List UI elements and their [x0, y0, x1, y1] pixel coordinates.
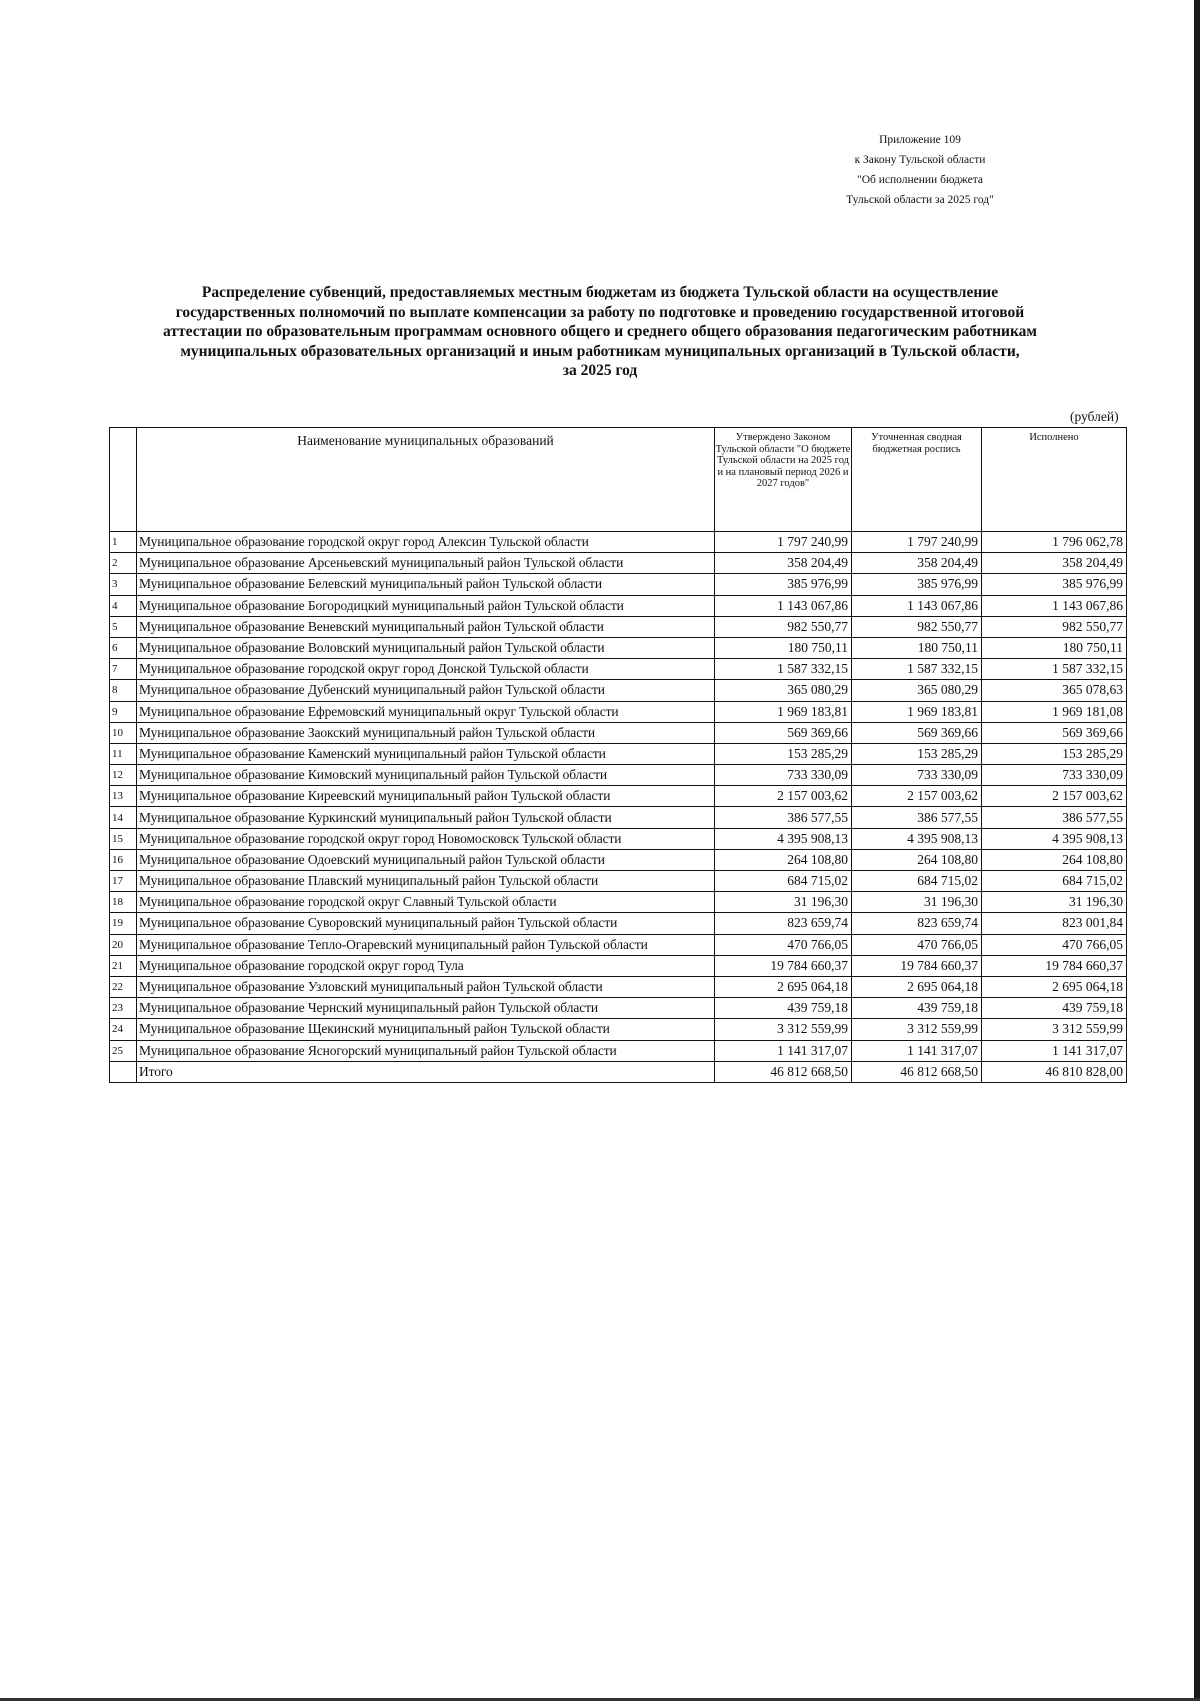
table-row — [110, 595, 1127, 616]
table-row — [110, 659, 1127, 680]
executed-amount: 1 143 067,86 — [982, 595, 1127, 616]
municipality-name: Муниципальное образование городской округ Славный Тульской области — [137, 892, 715, 913]
approved-amount: 4 395 908,13 — [715, 828, 852, 849]
approved-amount: 358 204,49 — [715, 553, 852, 574]
municipality-name: Муниципальное образование городской округ город Новомосковск Тульской области — [137, 828, 715, 849]
title-line: за 2025 год — [562, 362, 638, 380]
title-line: Распределение субвенций, предоставляемых местным бюджетам из бюджета Тульской области на осуществление — [201, 284, 999, 301]
table-row — [110, 574, 1127, 595]
row-number: 16 — [110, 849, 137, 870]
municipality-name: Муниципальное образование городской округ город Алексин Тульской области — [137, 532, 715, 553]
row-number: 3 — [110, 574, 137, 595]
approved-amount: 386 577,55 — [715, 807, 852, 828]
row-number: 17 — [110, 871, 137, 892]
row-number: 6 — [110, 637, 137, 658]
row-number: 11 — [110, 743, 137, 764]
row-number: 7 — [110, 659, 137, 680]
refined-amount: 1 969 183,81 — [852, 701, 982, 722]
header-approved: Утверждено Законом Тульской области "О бюджете Тульской области на 2025 год и на плановый период 2026 и 2027 годов" — [715, 428, 852, 532]
row-number: 24 — [110, 1019, 137, 1040]
title-line: государственных полномочий по выплате компенсации за работу по подготовке и проведению государственной итоговой — [175, 303, 1025, 321]
municipality-name: Муниципальное образование Щекинский муниципальный район Тульской области — [137, 1019, 715, 1040]
executed-amount: 3 312 559,99 — [982, 1019, 1127, 1040]
municipality-name: Муниципальное образование Ясногорский муниципальный район Тульской области — [137, 1040, 715, 1061]
row-number: 23 — [110, 998, 137, 1019]
refined-amount: 439 759,18 — [852, 998, 982, 1019]
table-row — [110, 680, 1127, 701]
executed-amount: 2 157 003,62 — [982, 786, 1127, 807]
scan-edge-right — [1194, 0, 1200, 1701]
approved-amount: 982 550,77 — [715, 616, 852, 637]
executed-amount: 1 796 062,78 — [982, 532, 1127, 553]
municipality-name: Муниципальное образование Ефремовский муниципальный округ Тульской области — [137, 701, 715, 722]
municipality-name: Муниципальное образование Киреевский муниципальный район Тульской области — [137, 786, 715, 807]
table-row — [110, 786, 1127, 807]
subvention-table — [109, 427, 1127, 1083]
approved-amount: 1 141 317,07 — [715, 1040, 852, 1061]
refined-amount: 358 204,49 — [852, 553, 982, 574]
municipality-name: Муниципальное образование Богородицкий муниципальный район Тульской области — [137, 595, 715, 616]
approved-amount: 19 784 660,37 — [715, 955, 852, 976]
row-number — [110, 1061, 137, 1082]
refined-amount: 365 080,29 — [852, 680, 982, 701]
municipality-name: Муниципальное образование городской округ город Тула — [137, 955, 715, 976]
municipality-name: Муниципальное образование Каменский муниципальный район Тульской области — [137, 743, 715, 764]
appendix-line: Тульской области за 2025 год" — [846, 194, 994, 206]
executed-amount: 358 204,49 — [982, 553, 1127, 574]
row-number: 21 — [110, 955, 137, 976]
executed-amount: 4 395 908,13 — [982, 828, 1127, 849]
refined-amount: 264 108,80 — [852, 849, 982, 870]
executed-amount: 46 810 828,00 — [982, 1061, 1127, 1082]
executed-amount: 470 766,05 — [982, 934, 1127, 955]
municipality-name: Итого — [137, 1061, 715, 1082]
table-row — [110, 913, 1127, 934]
approved-amount: 1 969 183,81 — [715, 701, 852, 722]
executed-amount: 386 577,55 — [982, 807, 1127, 828]
executed-amount: 385 976,99 — [982, 574, 1127, 595]
table-row — [110, 955, 1127, 976]
municipality-name: Муниципальное образование Тепло-Огаревский муниципальный район Тульской области — [137, 934, 715, 955]
table-header-row — [110, 428, 1127, 532]
table-row — [110, 1040, 1127, 1061]
executed-amount: 684 715,02 — [982, 871, 1127, 892]
document-title — [100, 283, 1100, 381]
approved-amount: 733 330,09 — [715, 765, 852, 786]
approved-amount: 31 196,30 — [715, 892, 852, 913]
approved-amount: 684 715,02 — [715, 871, 852, 892]
municipality-name: Муниципальное образование Чернский муниципальный район Тульской области — [137, 998, 715, 1019]
refined-amount: 982 550,77 — [852, 616, 982, 637]
refined-amount: 180 750,11 — [852, 637, 982, 658]
municipality-name: Муниципальное образование Арсеньевский муниципальный район Тульской области — [137, 553, 715, 574]
table-row — [110, 807, 1127, 828]
table-row — [110, 998, 1127, 1019]
row-number: 15 — [110, 828, 137, 849]
executed-amount: 823 001,84 — [982, 913, 1127, 934]
table-row — [110, 871, 1127, 892]
approved-amount: 1 587 332,15 — [715, 659, 852, 680]
appendix-note — [780, 130, 1060, 210]
refined-amount: 385 976,99 — [852, 574, 982, 595]
table-row — [110, 637, 1127, 658]
refined-amount: 4 395 908,13 — [852, 828, 982, 849]
row-number: 14 — [110, 807, 137, 828]
row-number: 9 — [110, 701, 137, 722]
row-number: 10 — [110, 722, 137, 743]
table-row — [110, 892, 1127, 913]
executed-amount: 1 141 317,07 — [982, 1040, 1127, 1061]
refined-amount: 46 812 668,50 — [852, 1061, 982, 1082]
municipality-name: Муниципальное образование Узловский муниципальный район Тульской области — [137, 976, 715, 997]
refined-amount: 2 157 003,62 — [852, 786, 982, 807]
row-number: 8 — [110, 680, 137, 701]
table-row — [110, 1019, 1127, 1040]
title-line: аттестации по образовательным программам основного общего и среднего общего образования педагогическим работникам — [163, 323, 1037, 341]
executed-amount: 439 759,18 — [982, 998, 1127, 1019]
municipality-name: Муниципальное образование Плавский муниципальный район Тульской области — [137, 871, 715, 892]
appendix-line: Приложение 109 — [879, 134, 961, 146]
table-row — [110, 743, 1127, 764]
refined-amount: 2 695 064,18 — [852, 976, 982, 997]
refined-amount: 733 330,09 — [852, 765, 982, 786]
row-number: 20 — [110, 934, 137, 955]
refined-amount: 1 797 240,99 — [852, 532, 982, 553]
executed-amount: 733 330,09 — [982, 765, 1127, 786]
header-number — [110, 428, 137, 532]
municipality-name: Муниципальное образование Дубенский муниципальный район Тульской области — [137, 680, 715, 701]
municipality-name: Муниципальное образование Суворовский муниципальный район Тульской области — [137, 913, 715, 934]
approved-amount: 46 812 668,50 — [715, 1061, 852, 1082]
approved-amount: 264 108,80 — [715, 849, 852, 870]
executed-amount: 1 587 332,15 — [982, 659, 1127, 680]
executed-amount: 153 285,29 — [982, 743, 1127, 764]
row-number: 19 — [110, 913, 137, 934]
municipality-name: Муниципальное образование Заокский муниципальный район Тульской области — [137, 722, 715, 743]
municipality-name: Муниципальное образование городской округ город Донской Тульской области — [137, 659, 715, 680]
refined-amount: 569 369,66 — [852, 722, 982, 743]
table-row — [110, 976, 1127, 997]
row-number: 25 — [110, 1040, 137, 1061]
approved-amount: 1 143 067,86 — [715, 595, 852, 616]
table-row — [110, 553, 1127, 574]
municipality-name: Муниципальное образование Воловский муниципальный район Тульской области — [137, 637, 715, 658]
appendix-line: к Закону Тульской области — [854, 154, 986, 166]
executed-amount: 2 695 064,18 — [982, 976, 1127, 997]
approved-amount: 385 976,99 — [715, 574, 852, 595]
executed-amount: 180 750,11 — [982, 637, 1127, 658]
refined-amount: 386 577,55 — [852, 807, 982, 828]
refined-amount: 3 312 559,99 — [852, 1019, 982, 1040]
row-number: 4 — [110, 595, 137, 616]
unit-label: (рублей) — [1070, 409, 1119, 424]
row-number: 18 — [110, 892, 137, 913]
table-row — [110, 934, 1127, 955]
table-row — [110, 849, 1127, 870]
approved-amount: 823 659,74 — [715, 913, 852, 934]
row-number: 2 — [110, 553, 137, 574]
table-row — [110, 722, 1127, 743]
table-row — [110, 701, 1127, 722]
executed-amount: 982 550,77 — [982, 616, 1127, 637]
municipality-name: Муниципальное образование Кимовский муниципальный район Тульской области — [137, 765, 715, 786]
refined-amount: 19 784 660,37 — [852, 955, 982, 976]
approved-amount: 1 797 240,99 — [715, 532, 852, 553]
approved-amount: 439 759,18 — [715, 998, 852, 1019]
header-executed: Исполнено — [982, 428, 1127, 532]
municipality-name: Муниципальное образование Одоевский муниципальный район Тульской области — [137, 849, 715, 870]
row-number: 5 — [110, 616, 137, 637]
refined-amount: 470 766,05 — [852, 934, 982, 955]
executed-amount: 1 969 181,08 — [982, 701, 1127, 722]
approved-amount: 153 285,29 — [715, 743, 852, 764]
header-name: Наименование муниципальных образований — [137, 428, 715, 532]
executed-amount: 365 078,63 — [982, 680, 1127, 701]
table-row — [110, 532, 1127, 553]
row-number: 13 — [110, 786, 137, 807]
row-number: 12 — [110, 765, 137, 786]
municipality-name: Муниципальное образование Веневский муниципальный район Тульской области — [137, 616, 715, 637]
approved-amount: 2 695 064,18 — [715, 976, 852, 997]
header-refined: Уточненная сводная бюджетная роспись — [852, 428, 982, 532]
municipality-name: Муниципальное образование Куркинский муниципальный район Тульской области — [137, 807, 715, 828]
refined-amount: 31 196,30 — [852, 892, 982, 913]
total-row — [110, 1061, 1127, 1082]
table-row — [110, 828, 1127, 849]
executed-amount: 264 108,80 — [982, 849, 1127, 870]
table-row — [110, 765, 1127, 786]
title-line: муниципальных образовательных организаций и иным работникам муниципальных организаций в Тульской области, — [180, 342, 1020, 360]
approved-amount: 365 080,29 — [715, 680, 852, 701]
appendix-line: "Об исполнении бюджета — [857, 174, 983, 186]
refined-amount: 1 141 317,07 — [852, 1040, 982, 1061]
table-row — [110, 616, 1127, 637]
executed-amount: 31 196,30 — [982, 892, 1127, 913]
refined-amount: 1 587 332,15 — [852, 659, 982, 680]
refined-amount: 153 285,29 — [852, 743, 982, 764]
approved-amount: 2 157 003,62 — [715, 786, 852, 807]
approved-amount: 180 750,11 — [715, 637, 852, 658]
row-number: 22 — [110, 976, 137, 997]
executed-amount: 19 784 660,37 — [982, 955, 1127, 976]
executed-amount: 569 369,66 — [982, 722, 1127, 743]
refined-amount: 1 143 067,86 — [852, 595, 982, 616]
municipality-name: Муниципальное образование Белевский муниципальный район Тульской области — [137, 574, 715, 595]
approved-amount: 569 369,66 — [715, 722, 852, 743]
row-number: 1 — [110, 532, 137, 553]
refined-amount: 823 659,74 — [852, 913, 982, 934]
refined-amount: 684 715,02 — [852, 871, 982, 892]
approved-amount: 470 766,05 — [715, 934, 852, 955]
approved-amount: 3 312 559,99 — [715, 1019, 852, 1040]
